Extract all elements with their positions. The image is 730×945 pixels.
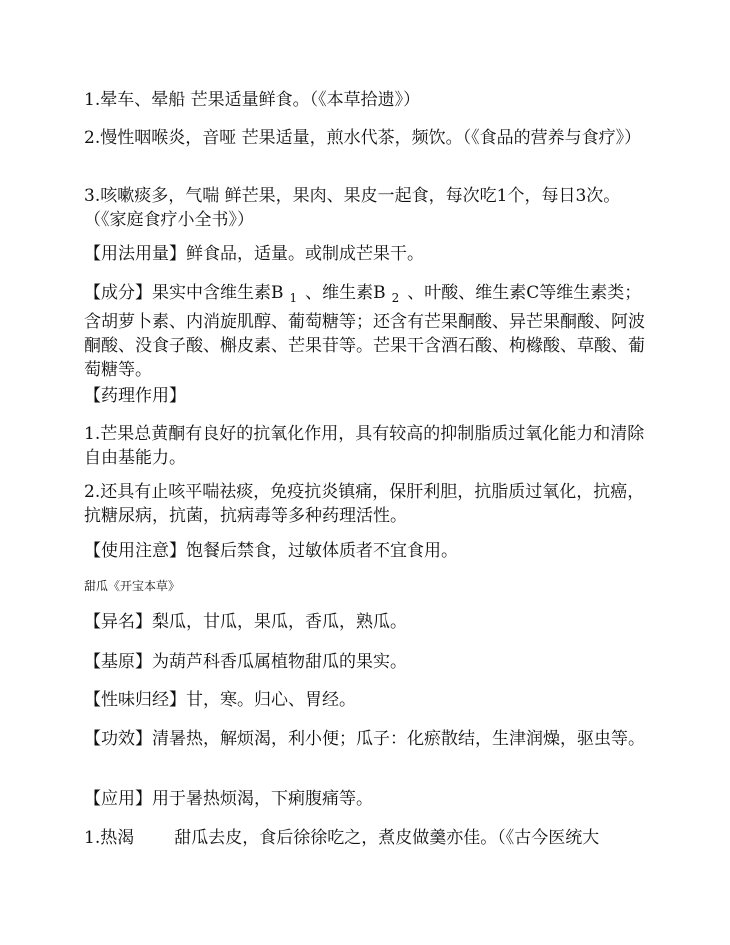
paragraph: 【基原】为葫芦科香瓜属植物甜瓜的果实。 bbox=[84, 652, 407, 672]
subscript: 2 bbox=[391, 291, 400, 305]
paragraph: 2.还具有止咳平喘祛痰，免疫抗炎镇痛，保肝利胆，抗脂质过氧化，抗癌，抗糖尿病，抗菌，抗病毒等多种药理活性。 bbox=[84, 482, 645, 526]
ingredients-text-2: 、维生素B bbox=[305, 283, 386, 303]
paragraph: 【使用注意】饱餐后禁食，过敏体质者不宜食用。 bbox=[84, 541, 458, 561]
paragraph-ingredients bbox=[84, 281, 650, 382]
paragraph: 3.咳嗽痰多，气喘 鲜芒果，果肉、果皮一起食，每次吃1个，每日3次。（《家庭食疗小全书》） bbox=[84, 186, 621, 230]
section-heading: 【药理作用】 bbox=[84, 386, 186, 406]
paragraph: 1.芒果总黄酮有良好的抗氧化作用，具有较高的抑制脂质过氧化能力和清除自由基能力。 bbox=[84, 424, 645, 468]
paragraph: 【用法用量】鲜食品，适量。或制成芒果干。 bbox=[84, 244, 424, 264]
ingredients-text-3: 、叶酸、维生素C等维生素类；含胡萝卜素、内消旋肌醇、葡萄糖等；还含有芒果酮酸、异芒果酮酸、阿波酮酸、没食子酸、槲皮素、芒果苷等。芒果干含酒石酸、枸橼酸、草酸、葡萄糖等。 bbox=[84, 283, 645, 380]
ingredients-text-1: 【成分】果实中含维生素B bbox=[84, 283, 284, 303]
paragraph: 【应用】用于暑热烦渴，下痢腹痛等。 bbox=[84, 789, 373, 809]
paragraph-last bbox=[84, 826, 650, 850]
remedy-label: 1.热渴 bbox=[84, 828, 135, 848]
remedy-text: 甜瓜去皮，食后徐徐吃之，煮皮做羹亦佳。（《古今医统大 bbox=[174, 828, 600, 848]
paragraph: 1.晕车、晕船 芒果适量鲜食。（《本草拾遗》） bbox=[84, 90, 421, 110]
paragraph: 【性味归经】甘，寒。归心、胃经。 bbox=[84, 690, 356, 710]
paragraph: 【异名】梨瓜，甘瓜，果瓜，香瓜，熟瓜。 bbox=[84, 612, 407, 632]
paragraph: 【功效】清暑热，解烦渴，利小便；瓜子：化瘀散结，生津润燥，驱虫等。 bbox=[84, 729, 645, 749]
entry-title: 甜瓜《开宝本草》 bbox=[84, 579, 181, 593]
subscript: 1 bbox=[289, 291, 298, 305]
paragraph: 2.慢性咽喉炎，音哑 芒果适量，煎水代茶，频饮。（《食品的营养与食疗》） bbox=[84, 128, 642, 148]
